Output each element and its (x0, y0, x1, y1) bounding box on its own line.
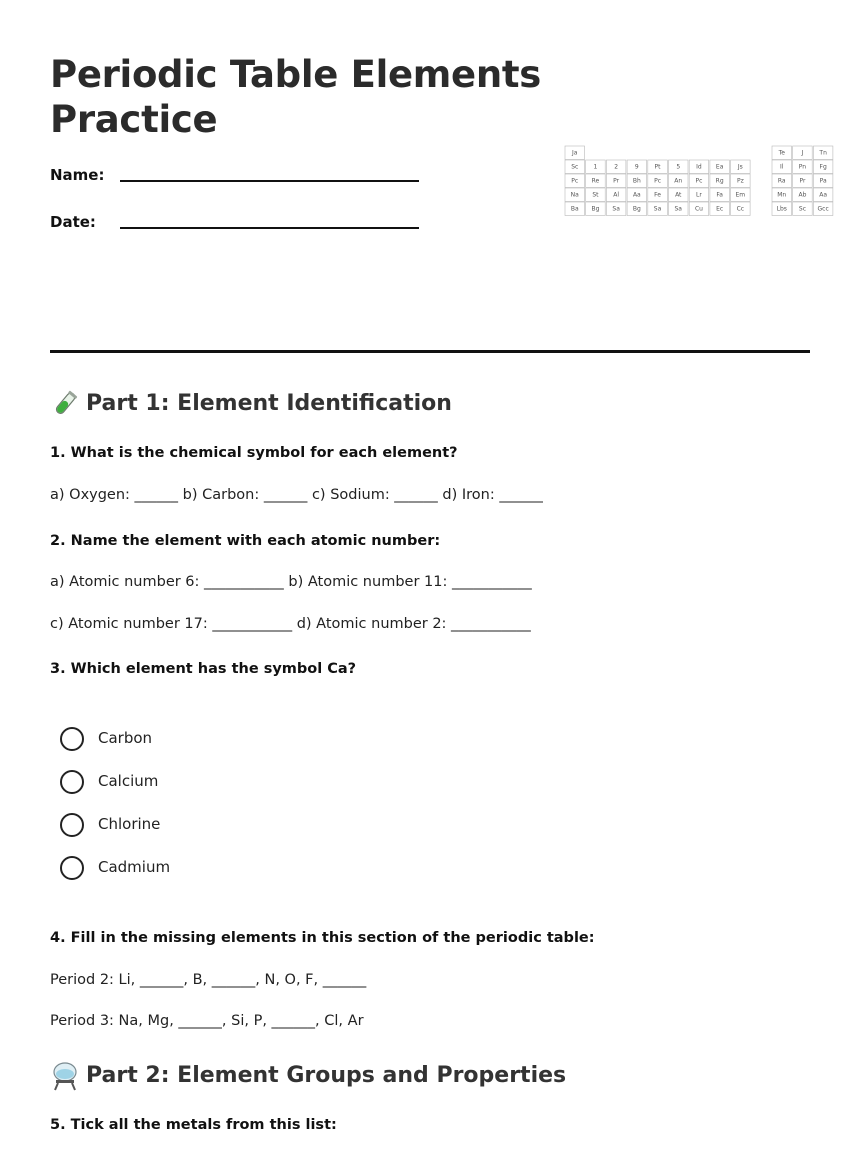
element-symbol: Pc (654, 177, 662, 185)
element-symbol: 1 (593, 163, 598, 171)
question-4-line-1: Period 2: Li, ______, B, ______, N, O, F, ______ (50, 972, 367, 988)
radio-circle[interactable] (60, 856, 84, 880)
element-cell (793, 174, 813, 188)
element-symbol: Re (591, 177, 600, 185)
element-cell (669, 202, 689, 216)
element-cell (648, 160, 668, 174)
element-cell (565, 188, 585, 202)
element-cell (586, 174, 606, 188)
element-cell (813, 174, 833, 188)
element-cell (710, 188, 730, 202)
element-cell (731, 202, 751, 216)
flask-icon (50, 1061, 80, 1091)
element-cell (772, 188, 792, 202)
radio-circle[interactable] (60, 727, 84, 751)
element-symbol: 9 (634, 163, 639, 171)
element-cell (627, 160, 647, 174)
name-input-line[interactable] (120, 180, 419, 182)
element-symbol: Sc (571, 163, 579, 171)
question-5: 5. Tick all the metals from this list: (50, 1117, 337, 1133)
element-symbol: Pz (736, 177, 744, 185)
option-label: Chlorine (98, 815, 161, 833)
part1-title: Part 1: Element Identification (86, 391, 452, 416)
header-divider (50, 350, 810, 353)
element-symbol: Bh (632, 177, 641, 185)
element-symbol: Pc (695, 177, 703, 185)
element-cell (606, 202, 626, 216)
element-symbol: Ra (777, 177, 786, 185)
element-symbol: Aa (819, 191, 828, 199)
element-symbol: An (674, 177, 683, 185)
element-symbol: Sa (674, 205, 682, 213)
name-label: Name: (50, 166, 105, 184)
element-cell (648, 188, 668, 202)
element-cell (627, 174, 647, 188)
element-symbol: Ba (570, 205, 579, 213)
element-cell (565, 146, 585, 160)
element-cell (793, 160, 813, 174)
element-cell (627, 188, 647, 202)
option-label: Carbon (98, 729, 153, 747)
element-symbol: Te (778, 149, 785, 157)
element-symbol: Aa (632, 191, 641, 199)
element-cell (627, 202, 647, 216)
element-symbol: 2 (614, 163, 619, 171)
question-3: 3. Which element has the symbol Ca? (50, 661, 357, 677)
question-2-line-1: a) Atomic number 6: ___________ b) Atomic number 11: ___________ (50, 574, 532, 590)
element-cell (793, 146, 813, 160)
element-symbol: Cu (694, 205, 703, 213)
element-symbol: Bg (632, 205, 641, 213)
element-symbol: Sc (798, 205, 807, 213)
element-symbol: Sa (653, 205, 662, 213)
element-cell (669, 160, 689, 174)
element-symbol: Mn (777, 191, 787, 199)
periodic-table-image (565, 146, 829, 218)
date-input-line[interactable] (120, 227, 419, 229)
element-cell (689, 202, 709, 216)
element-cell (772, 160, 792, 174)
element-symbol: Al (613, 191, 620, 199)
element-cell (813, 146, 833, 160)
element-cell (606, 174, 626, 188)
element-cell (813, 188, 833, 202)
radio-circle[interactable] (60, 813, 84, 837)
element-symbol: Rg (715, 177, 724, 185)
element-symbol: Fe (654, 191, 661, 199)
element-cell (586, 160, 606, 174)
question-1: 1. What is the chemical symbol for each element? (50, 445, 458, 461)
element-cell (731, 160, 751, 174)
element-cell (813, 202, 833, 216)
date-label: Date: (50, 213, 96, 231)
element-cell (772, 174, 792, 188)
page-title: Periodic Table Elements Practice (50, 53, 541, 141)
element-cell (606, 188, 626, 202)
option-label: Calcium (98, 772, 159, 790)
element-cell (648, 202, 668, 216)
element-symbol: Ea (715, 163, 724, 171)
element-symbol: Gcc (817, 205, 829, 213)
part2-title: Part 2: Element Groups and Properties (86, 1063, 567, 1088)
question-1-answers: a) Oxygen: ______ b) Carbon: ______ c) Sodium: ______ d) Iron: ______ (50, 487, 543, 503)
element-symbol: Pa (819, 177, 827, 185)
element-symbol: Pn (798, 163, 807, 171)
element-symbol: Fg (819, 163, 827, 171)
element-cell (565, 160, 585, 174)
question-2-line-2: c) Atomic number 17: ___________ d) Atomic number 2: ___________ (50, 616, 531, 632)
option-chlorine[interactable] (60, 813, 360, 839)
test-tube-icon (50, 389, 80, 419)
element-symbol: Il (780, 163, 784, 171)
element-symbol: Ec (716, 205, 724, 213)
element-symbol: Lr (696, 191, 702, 199)
element-cell (710, 202, 730, 216)
element-symbol: 5 (676, 163, 681, 171)
element-symbol: Pt (654, 163, 661, 171)
element-symbol: Fa (716, 191, 723, 199)
element-cell (793, 188, 813, 202)
option-cadmium[interactable] (60, 856, 360, 882)
element-cell (669, 188, 689, 202)
element-cell (772, 202, 792, 216)
element-cell (648, 174, 668, 188)
element-symbol: Tn (819, 149, 827, 157)
element-symbol: Em (735, 191, 746, 199)
element-cell (565, 174, 585, 188)
element-cell (565, 202, 585, 216)
element-symbol: Cc (736, 205, 745, 213)
name-field (50, 166, 430, 196)
element-cell (731, 174, 751, 188)
element-symbol: J (801, 149, 804, 157)
element-cell (606, 160, 626, 174)
element-symbol: Na (570, 191, 579, 199)
element-symbol: Ab (798, 191, 807, 199)
element-cell (586, 202, 606, 216)
element-cell (793, 202, 813, 216)
part2-heading (50, 1061, 566, 1091)
option-label: Cadmium (98, 858, 171, 876)
element-cell (710, 174, 730, 188)
element-symbol: Id (696, 163, 702, 171)
question-4-line-2: Period 3: Na, Mg, ______, Si, P, ______, Cl, Ar (50, 1013, 364, 1029)
element-cell (731, 188, 751, 202)
element-cell (689, 160, 709, 174)
part1-heading (50, 389, 452, 419)
element-symbol: Sa (612, 205, 620, 213)
element-symbol: Js (737, 163, 743, 171)
element-cell (813, 160, 833, 174)
radio-circle[interactable] (60, 770, 84, 794)
element-symbol: At (675, 191, 682, 199)
question-4: 4. Fill in the missing elements in this section of the periodic table: (50, 930, 595, 946)
option-carbon[interactable] (60, 727, 360, 753)
element-cell (586, 188, 606, 202)
element-cell (689, 188, 709, 202)
date-field (50, 213, 430, 243)
element-cell (710, 160, 730, 174)
element-cell (689, 174, 709, 188)
option-calcium[interactable] (60, 770, 360, 796)
element-cell (669, 174, 689, 188)
element-symbol: Lbs (776, 205, 787, 213)
element-symbol: Pr (613, 177, 620, 185)
element-symbol: Pc (571, 177, 579, 185)
element-symbol: Bg (591, 205, 600, 213)
element-cell (772, 146, 792, 160)
element-symbol: Pr (799, 177, 806, 185)
element-symbol: St (592, 191, 599, 199)
element-symbol: Ja (572, 149, 578, 157)
question-2: 2. Name the element with each atomic number: (50, 533, 441, 549)
